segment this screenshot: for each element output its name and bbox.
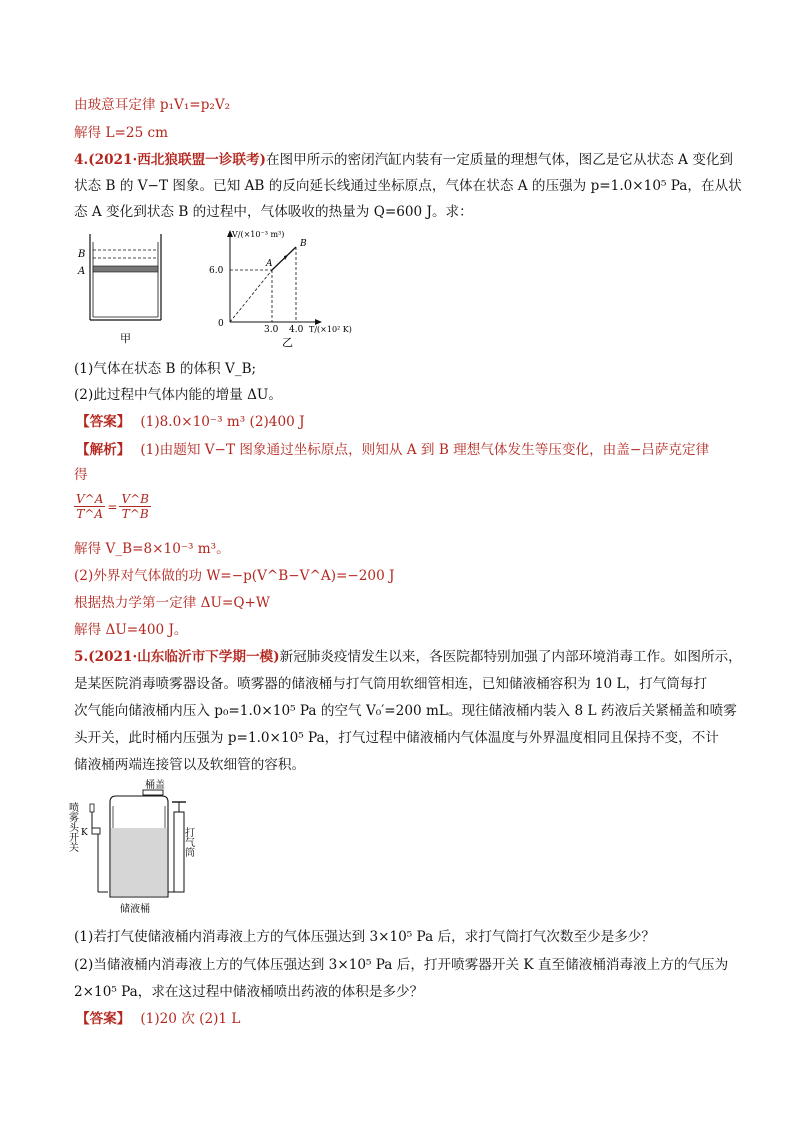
label-a: A	[78, 266, 86, 277]
x-tick-label: 3.0	[264, 325, 279, 335]
question-4-line: 状态 B 的 V−T 图象。已知 AB 的反向延长线通过坐标原点，气体在状态 A 的压强为 p=1.0×10⁵ Pa，在从状	[74, 178, 742, 194]
figure-caption: 甲	[120, 332, 131, 345]
answer-text: (1)20 次 (2)1 L	[140, 1011, 241, 1027]
answer-line	[76, 1010, 726, 1028]
y-tick-label: 6.0	[209, 266, 224, 276]
question-4-line: 态 A 变化到状态 B 的过程中，气体吸收的热量为 Q=600 J。求：	[74, 204, 473, 220]
sub-question: (2)当储液桶内消毒液上方的气体压强达到 3×10⁵ Pa 后，打开喷雾器开关 K 直至储液桶消毒液上方的气压为	[74, 957, 729, 973]
answer-tag: 【答案】	[76, 1011, 131, 1027]
question-5-source: 5.(2021·山东临沂市下学期一模)	[74, 649, 280, 665]
text-line: 解得 L=25 cm	[74, 125, 169, 141]
analysis-line	[76, 441, 726, 459]
frac-denominator: T^B	[121, 507, 149, 521]
tank-label: 储液桶	[120, 904, 150, 915]
question-5-line: 头开关，此时桶内压强为 p=1.0×10⁵ Pa，打气过程中储液桶内气体温度与外界温度相同且保持不变，不计	[74, 730, 719, 746]
frac-numerator: V^B	[121, 492, 149, 506]
answer-line	[76, 413, 726, 431]
sub-question: (1)若打气使储液桶内消毒液上方的气体压强达到 3×10⁵ Pa 后，求打气筒打气次数至少是多少？	[74, 929, 656, 945]
sub-question: (2)此过程中气体内能的增量 ΔU。	[74, 387, 282, 403]
frac-numerator: V^A	[76, 492, 104, 506]
figure-caption: 乙	[282, 336, 293, 349]
analysis-line: 根据热力学第一定律 ΔU=Q+W	[74, 595, 270, 611]
question-4-source: 4.(2021·西北狼联盟一诊联考)	[74, 152, 266, 168]
analysis-line: 解得 ΔU=400 J。	[74, 622, 188, 638]
pump-label: 打气筒	[182, 827, 194, 857]
figure-sprayer	[66, 780, 220, 918]
figure-vt-graph	[206, 226, 376, 350]
figure-cylinder	[74, 232, 174, 347]
analysis-line: (2)外界对气体做的功 W=−p(V^B−V^A)=−200 J	[74, 568, 395, 584]
text-line: 由玻意耳定律 p₁V₁=p₂V₂	[74, 97, 231, 113]
x-axis-label: T/(×10² K)	[309, 325, 352, 334]
point-a-label: A	[266, 259, 273, 269]
analysis-line: 得	[74, 467, 88, 483]
question-5-line: 是某医院消毒喷雾器设备。喷雾器的储液桶与打气筒用软细管相连，已知储液桶容积为 10 L，打气筒每打	[74, 676, 708, 692]
question-5-line	[74, 648, 742, 666]
origin-label: 0	[218, 319, 224, 329]
analysis-text: (1)由题知 V−T 图象通过坐标原点，则知从 A 到 B 理想气体发生等压变化，由盖−吕萨克定律	[140, 442, 710, 458]
nozzle-label: 喷雾头开关	[66, 802, 78, 852]
answer-text: (1)8.0×10⁻³ m³ (2)400 J	[140, 414, 305, 430]
question-5-line: 储液桶两端连接管以及软细管的容积。	[74, 757, 306, 773]
sub-question: (1)气体在状态 B 的体积 V_B;	[74, 361, 257, 377]
question-4-line	[74, 151, 734, 169]
formula-fraction	[74, 492, 151, 521]
answer-tag: 【答案】	[76, 414, 131, 430]
question-5-text: 新冠肺炎疫情发生以来，各医院都特别加强了内部环境消毒工作。如图所示，	[279, 649, 742, 665]
point-b-label: B	[300, 239, 307, 249]
y-axis-label: V/(×10⁻³ m³)	[232, 230, 285, 239]
label-b: B	[78, 249, 86, 260]
sub-question: 2×10⁵ Pa，求在这过程中储液桶喷出药液的体积是多少？	[74, 984, 424, 1000]
question-5-line: 次气能向储液桶内压入 p₀=1.0×10⁵ Pa 的空气 V₀′=200 mL。现往储液桶内装入 8 L 药液后关紧桶盖和喷雾	[74, 703, 737, 719]
lid-label: 桶盖	[145, 780, 165, 791]
switch-k-label: K	[81, 828, 88, 838]
x-tick-label: 4.0	[289, 325, 304, 335]
analysis-tag: 【解析】	[76, 442, 131, 458]
analysis-line: 解得 V_B=8×10⁻³ m³。	[74, 541, 230, 557]
frac-denominator: T^A	[76, 507, 104, 521]
question-4-text: 在图甲所示的密闭汽缸内装有一定质量的理想气体，图乙是它从状态 A 变化到	[265, 152, 734, 168]
frac-equals: =	[107, 499, 118, 514]
